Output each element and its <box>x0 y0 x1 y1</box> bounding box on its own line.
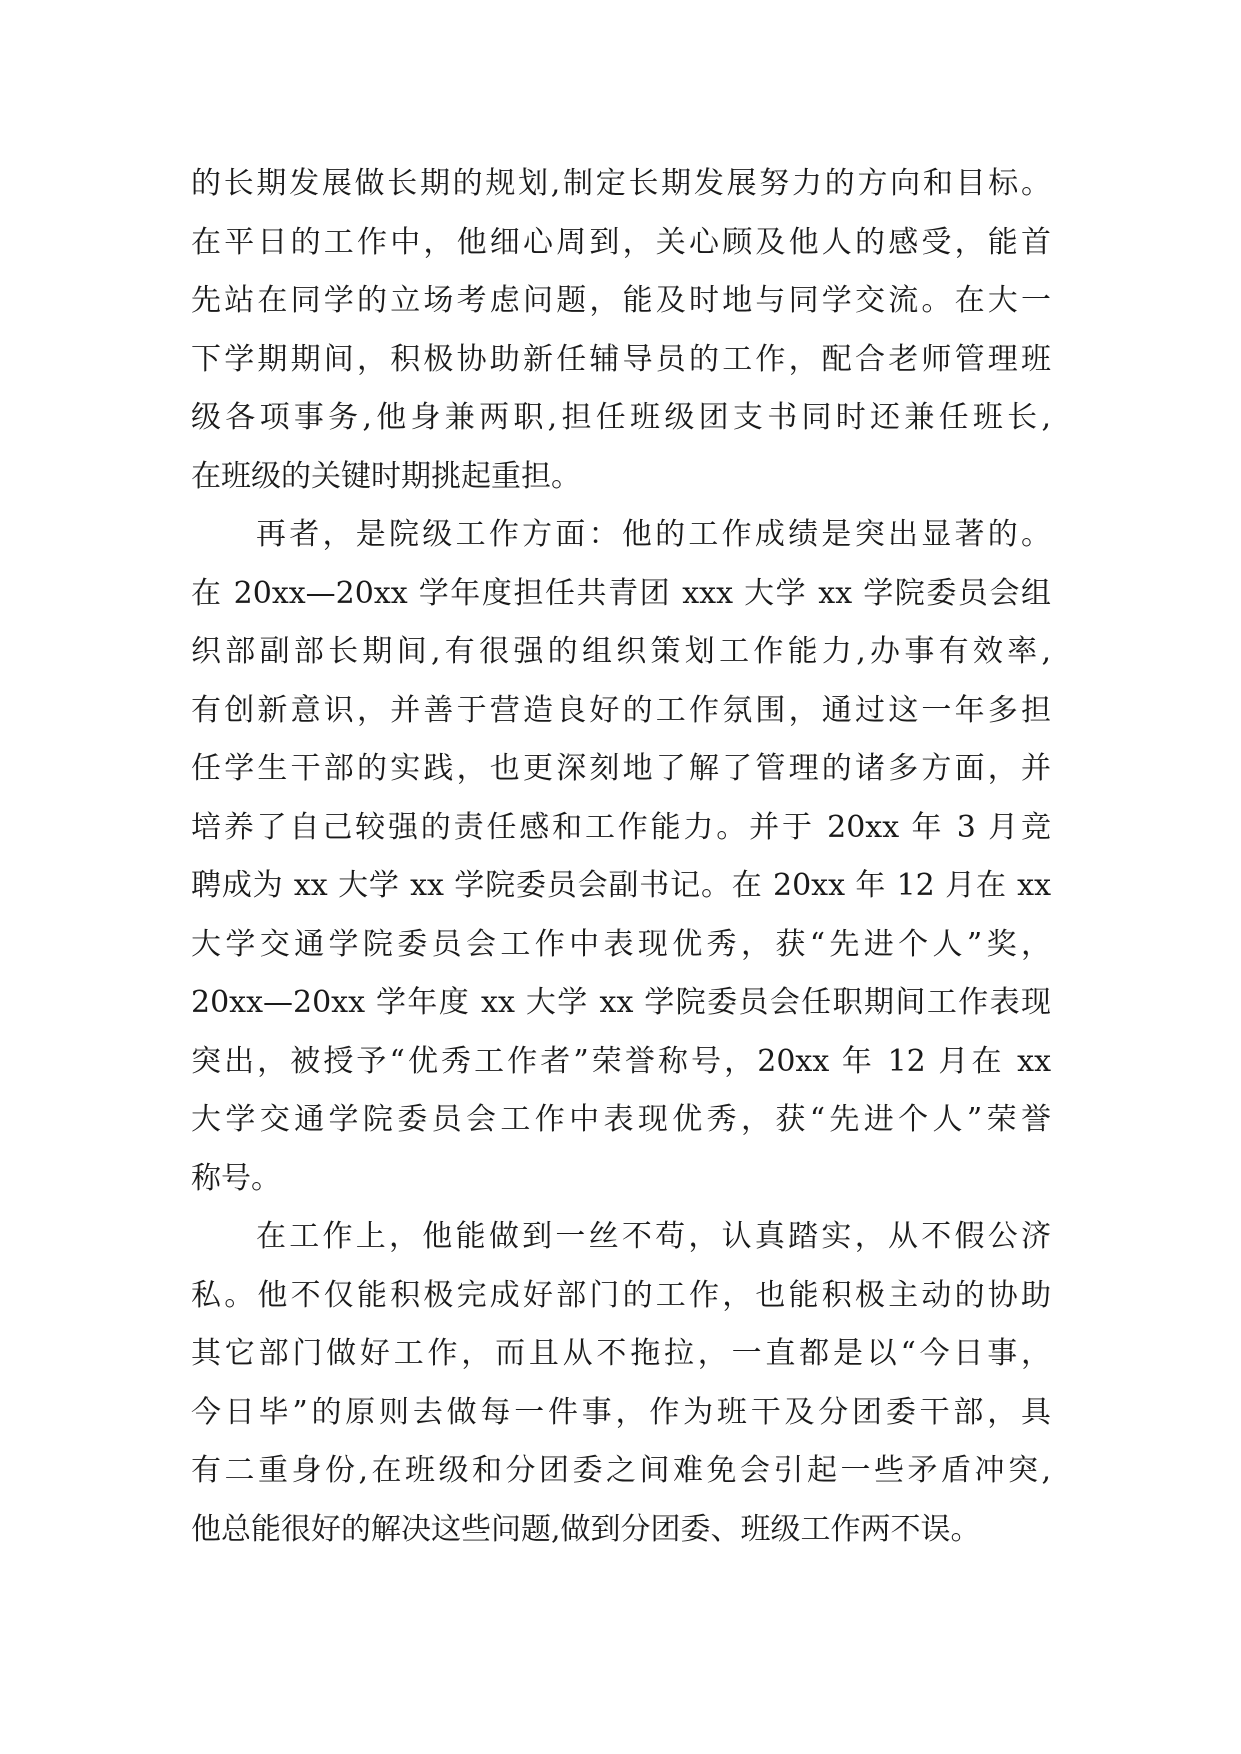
text-line: 他总能很好的解决这些问题,做到分团委、班级工作两不误。 <box>191 1511 981 1547</box>
text-line: 大学交通学院委员会工作中表现优秀，获“先进个人”荣誉 <box>191 1102 1051 1137</box>
text-line: 在班级的关键时期挑起重担。 <box>191 458 581 494</box>
text-line: 私。他不仅能积极完成好部门的工作，也能积极主动的协助 <box>191 1277 1051 1313</box>
text-line: 突出，被授予“优秀工作者”荣誉称号，20xx 年 12 月在 xx <box>191 1043 1051 1079</box>
text-line-indented: 再者，是院级工作方面：他的工作成绩是突出显著的。 <box>256 517 1051 552</box>
text-line: 20xx—20xx 学年度 xx 大学 xx 学院委员会任职期间工作表现 <box>191 985 1051 1020</box>
text-line: 称号。 <box>191 1160 281 1196</box>
text-line-indented: 在工作上，他能做到一丝不苟，认真踏实，从不假公济 <box>256 1219 1051 1254</box>
text-line: 级各项事务,他身兼两职,担任班级团支书同时还兼任班长, <box>191 400 1051 435</box>
paragraph-college-work <box>191 506 1051 1208</box>
text-line: 大学交通学院委员会工作中表现优秀，获“先进个人”奖， <box>191 926 1051 962</box>
text-line: 聘成为 xx 大学 xx 学院委员会副书记。在 20xx 年 12 月在 xx <box>191 868 1051 903</box>
text-line: 有创新意识，并善于营造良好的工作氛围，通过这一年多担 <box>191 692 1051 728</box>
text-line: 在平日的工作中，他细心周到，关心顾及他人的感受，能首 <box>191 224 1051 260</box>
text-line: 在 20xx—20xx 学年度担任共青团 xxx 大学 xx 学院委员会组 <box>191 575 1051 611</box>
text-line: 任学生干部的实践，也更深刻地了解了管理的诸多方面，并 <box>191 751 1051 786</box>
text-line: 先站在同学的立场考虑问题，能及时地与同学交流。在大一 <box>191 283 1051 318</box>
text-line: 培养了自己较强的责任感和工作能力。并于 20xx 年 3 月竞 <box>191 809 1051 845</box>
text-line: 其它部门做好工作，而且从不拖拉，一直都是以“今日事， <box>191 1336 1051 1371</box>
text-line: 有二重身份,在班级和分团委之间难免会引起一些矛盾冲突, <box>191 1453 1051 1488</box>
document-body <box>191 155 1051 1559</box>
text-line: 织部副部长期间,有很强的组织策划工作能力,办事有效率, <box>191 634 1051 669</box>
text-line: 今日毕”的原则去做每一件事，作为班干及分团委干部，具 <box>191 1394 1051 1430</box>
text-line: 下学期期间，积极协助新任辅导员的工作，配合老师管理班 <box>191 341 1051 377</box>
paragraph-work-attitude <box>191 1208 1051 1559</box>
paragraph-class-work <box>191 155 1051 506</box>
text-line: 的长期发展做长期的规划,制定长期发展努力的方向和目标。 <box>191 166 1051 201</box>
